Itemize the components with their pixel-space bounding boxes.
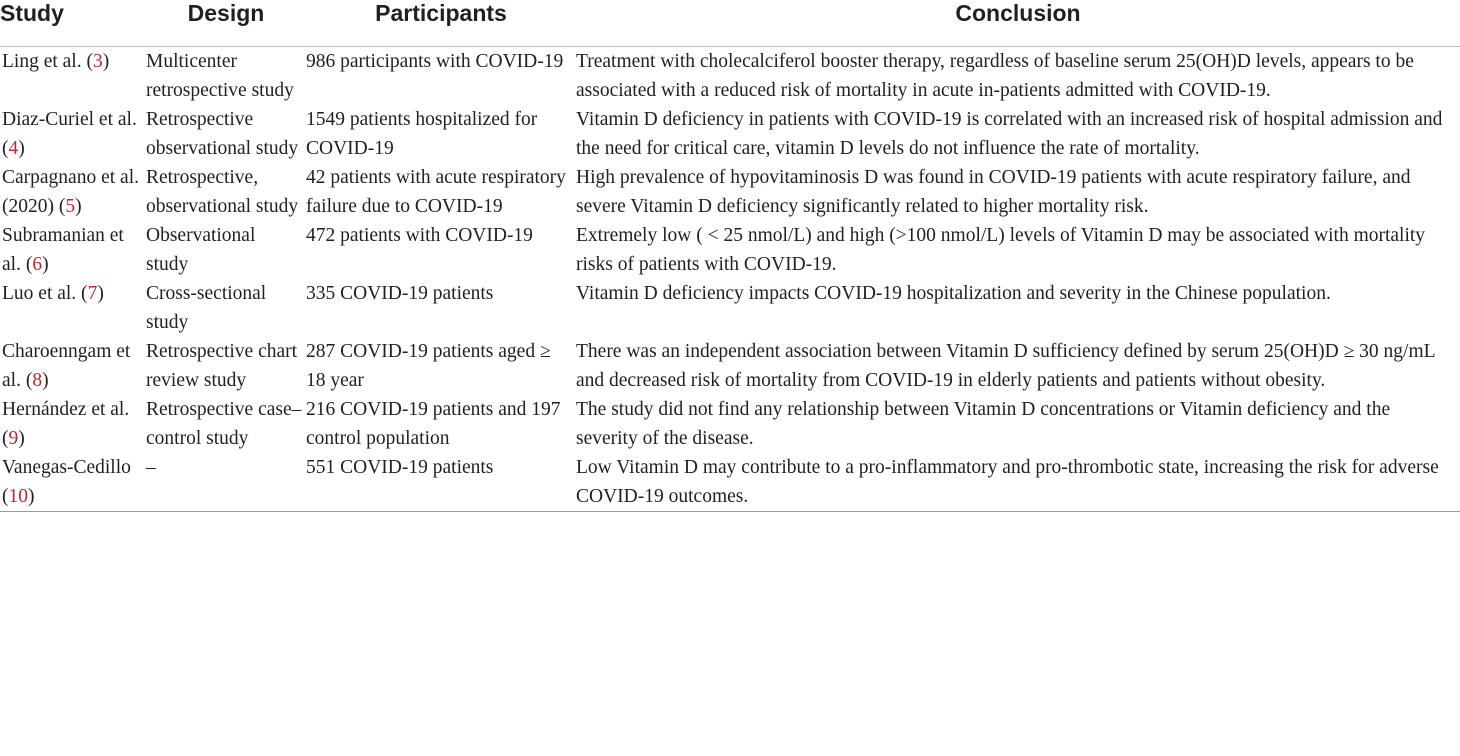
header-study: Study	[0, 0, 146, 47]
table-row	[0, 163, 1460, 221]
study-name-close: )	[42, 254, 49, 275]
design-cell: Multicenter retrospective study	[146, 51, 294, 101]
table-row	[0, 221, 1460, 279]
study-name: Subramanian et al. (	[2, 225, 124, 275]
study-name-close: )	[18, 428, 25, 449]
design-cell: Retrospective observational study	[146, 109, 299, 159]
design-cell: Retrospective chart review study	[146, 341, 298, 391]
design-cell: –	[146, 453, 306, 512]
participants-cell: 287 COVID-19 patients aged ≥ 18 year	[306, 341, 551, 391]
study-name: Ling et al. (	[2, 51, 93, 72]
reference-link[interactable]: 6	[32, 254, 43, 275]
design-cell: Retrospective case–control study	[146, 399, 302, 449]
conclusion-cell: Low Vitamin D may contribute to a pro-inflammatory and pro-thrombotic state, increasing the risk for adverse COVID-19 outcomes.	[576, 453, 1460, 512]
table-row	[0, 453, 1460, 512]
conclusion-cell: The study did not find any relationship between Vitamin D concentrations or Vitamin deficiency and the severity of the disease.	[576, 399, 1391, 449]
reference-link[interactable]: 7	[87, 283, 98, 304]
conclusion-cell: Extremely low ( < 25 nmol/L) and high (>100 nmol/L) levels of Vitamin D may be associated with mortality risks of patients with COVID-19.	[576, 225, 1426, 275]
header-design: Design	[146, 0, 306, 47]
design-cell: Observational study	[146, 225, 256, 275]
participants-cell: 1549 patients hospitalized for COVID-19	[306, 109, 538, 159]
study-name: Vanegas-Cedillo (	[2, 457, 131, 507]
study-name-close: )	[102, 51, 110, 72]
study-name-close: )	[97, 283, 104, 304]
reference-link[interactable]: 9	[8, 428, 19, 449]
study-cell	[0, 279, 146, 337]
header-conclusion: Conclusion	[576, 0, 1460, 47]
study-name: Hernández et al. (	[2, 399, 130, 449]
study-name: Luo et al. (	[2, 283, 88, 304]
participants-cell: 472 patients with COVID-19	[306, 225, 533, 246]
conclusion-cell: Vitamin D deficiency in patients with COVID-19 is correlated with an increased risk of hospital admission and the need for critical care, vitamin D levels do not influence the rate of mortality.	[576, 109, 1443, 159]
design-cell: Cross-sectional study	[146, 283, 267, 333]
conclusion-cell: High prevalence of hypovitaminosis D was found in COVID-19 patients with acute respiratory failure, and severe Vitamin D deficiency significantly related to higher mortality risk.	[576, 167, 1411, 217]
study-name: Charoenngam et al. (	[2, 341, 131, 391]
table-row	[0, 337, 1460, 395]
participants-cell: 551 COVID-19 patients	[306, 453, 576, 512]
conclusion-cell: There was an independent association between Vitamin D sufficiency defined by serum 25(OH)D ≥ 30 ng/mL and decreased risk of mortality from COVID-19 in elderly patients and patients without obesity.	[576, 341, 1435, 391]
header-participants: Participants	[306, 0, 576, 47]
study-name: Diaz-Curiel et al. (	[2, 109, 137, 159]
table-row	[0, 105, 1460, 163]
table-row	[0, 47, 1460, 106]
header-row	[0, 0, 1460, 47]
study-name-close: )	[28, 486, 35, 507]
table-row	[0, 395, 1460, 453]
study-cell	[0, 337, 146, 395]
participants-cell: 42 patients with acute respiratory failure due to COVID-19	[306, 167, 566, 217]
participants-cell: 335 COVID-19 patients	[306, 283, 494, 304]
reference-link[interactable]: 8	[32, 370, 43, 391]
study-name-close: )	[42, 370, 49, 391]
study-cell	[0, 221, 146, 279]
participants-cell: 986 participants with COVID-19	[306, 51, 564, 72]
study-cell	[0, 453, 146, 512]
table-row	[0, 279, 1460, 337]
study-cell	[0, 395, 146, 453]
study-name-close: )	[18, 138, 25, 159]
study-name-close: )	[75, 196, 82, 217]
study-cell	[0, 105, 146, 163]
study-cell	[0, 47, 146, 106]
study-name: Carpagnano et al. (2020) (	[2, 167, 139, 217]
reference-link[interactable]: 4	[8, 138, 19, 159]
reference-link[interactable]: 5	[65, 196, 76, 217]
conclusion-cell: Treatment with cholecalciferol booster therapy, regardless of baseline serum 25(OH)D levels, appears to be associated with a reduced risk of mortality in acute in-patients admitted with COVID-19.	[576, 51, 1414, 101]
study-cell	[0, 163, 146, 221]
design-cell: Retrospective, observational study	[146, 167, 299, 217]
reference-link[interactable]: 3	[92, 51, 103, 72]
conclusion-cell: Vitamin D deficiency impacts COVID-19 hospitalization and severity in the Chinese population.	[576, 283, 1331, 304]
participants-cell: 216 COVID-19 patients and 197 control population	[306, 399, 561, 449]
reference-link[interactable]: 10	[8, 486, 28, 507]
